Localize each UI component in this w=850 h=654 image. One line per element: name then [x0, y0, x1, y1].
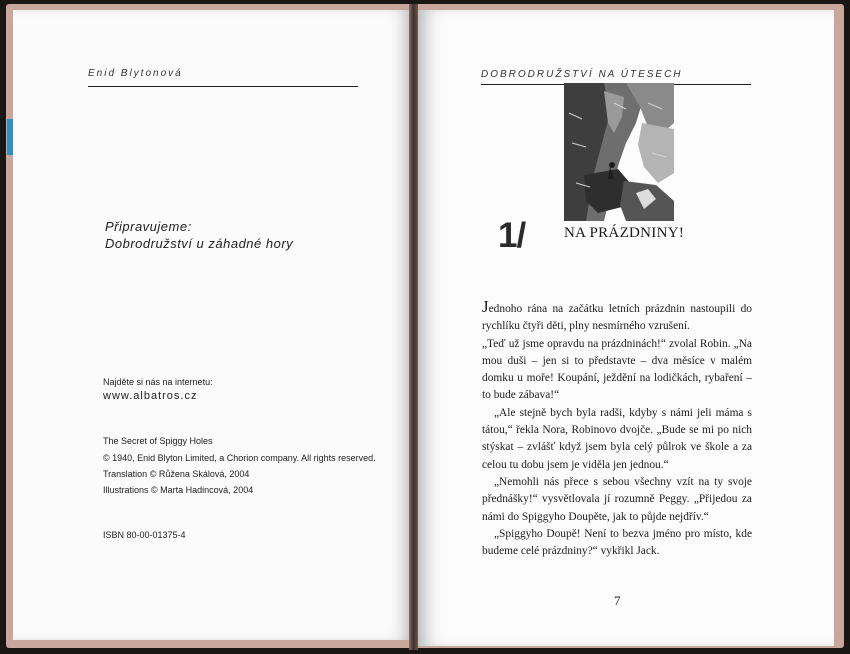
body-paragraph: „Teď už jsme opravdu na prázdninách!“ zvolal Robin. „Na mou duši – jen si to představte – dva měsíce v malém domku u moře! Koupání, ježdění na lodičkách, rybaření – to bude zábava!“: [482, 337, 752, 402]
chapter-title: NA PRÁZDNINY!: [564, 225, 685, 241]
left-running-head: Enid Blytonová: [88, 68, 183, 79]
page-number: 7: [614, 593, 621, 608]
isbn-number: ISBN 80-00-01375-4: [103, 530, 186, 540]
body-paragraph: „Nemohli nás přece s sebou všechny vzít na ty svoje přednášky!“ vysvětlovala jí rozumně Peggy. „Přijedou za námi do Spiggyho Doupěte, jak to půjde nejdřív.“: [482, 475, 752, 523]
left-page: [13, 10, 412, 640]
left-head-rule: [88, 86, 358, 87]
body-paragraph: „Spiggyho Doupě! Není to bezva jméno pro místo, kde budeme celé prázdniny?“ vykřikl Jack.: [482, 527, 752, 558]
body-paragraph: Jednoho rána na začátku letních prázdnin nastoupili do rychlíku čtyři děti, plny nesmírného vzrušení.: [482, 297, 752, 333]
preparing-block: [105, 218, 293, 252]
original-title: The Secret of Spiggy Holes: [103, 436, 213, 446]
chapter-number: 1/: [498, 216, 526, 255]
right-page: [416, 10, 834, 646]
body-paragraph: „Ale stejně bych byla radši, kdyby s námi jeli máma s tátou,“ řekla Nora, Robinovo dvojče. „Bude se mi po nich stýskat – zvlášť když jsem byla celý půlrok ve škole a za celou tu dobu jsem je viděla jen jednou.“: [482, 406, 752, 471]
chapter-body: [482, 298, 752, 560]
copyright-line: © 1940, Enid Blyton Limited, a Chorion company. All rights reserved.: [103, 453, 376, 463]
translation-credit: Translation © Růžena Skálová, 2004: [103, 469, 250, 479]
illustration-credit: Illustrations © Marta Hadincová, 2004: [103, 485, 254, 495]
preparing-label: Připravujeme:: [105, 219, 192, 234]
book-spine: [409, 4, 418, 650]
find-us-text: Najděte si nás na internetu:: [103, 377, 213, 387]
preparing-title: Dobrodružství u záhadné hory: [105, 236, 294, 251]
right-running-head: DOBRODRUŽSTVÍ NA ÚTESECH: [481, 69, 683, 80]
website-link[interactable]: www.albatros.cz: [103, 390, 198, 402]
cliff-illustration: [564, 83, 674, 221]
